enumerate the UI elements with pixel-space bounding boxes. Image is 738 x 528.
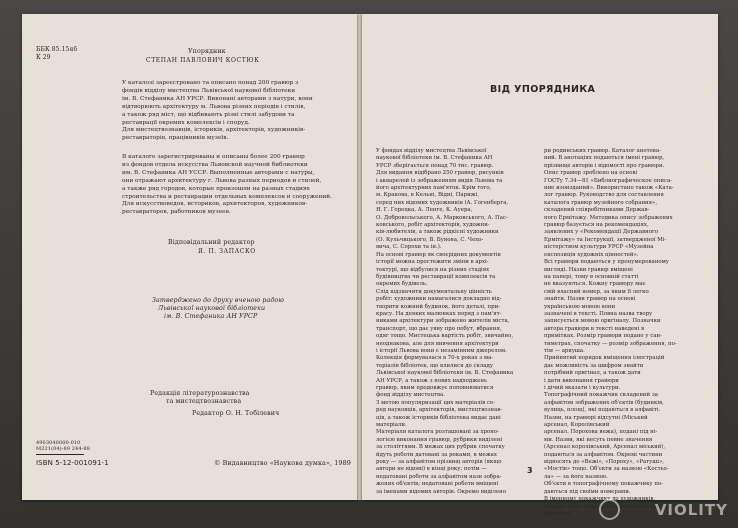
text-line: тектурі, що відбулися на різних стадіях	[376, 266, 490, 273]
text-line: матеріали.	[376, 422, 407, 429]
text-line: АН УРСР, а також з нових надходжень	[376, 377, 487, 384]
text-line: Для видання відібрано 250 гравюр, рисунків	[376, 170, 504, 177]
text-column-left	[376, 148, 536, 496]
text-line: О. Добровольського, А. Марковського, А. Пас-	[376, 214, 508, 221]
publisher-code: М221(04)-89 244-88	[36, 446, 90, 452]
text-line: (Арсенал королівський, Арсенал міський),	[544, 444, 666, 451]
text-line: примітках. Розмір гравюри подано у сан-	[544, 333, 662, 340]
edition-office-line: та мистецтвознавства	[166, 398, 242, 405]
annotation-line: відтворюють архітектуру м. Львова різних періодів і стилів,	[122, 103, 306, 110]
text-line: арсенал, Королівський	[544, 422, 610, 429]
text-line: теріалів бібліотек, що влилися до складу	[376, 362, 494, 369]
text-line: жених об'єктів; недатовані роботи вміщені	[376, 481, 499, 488]
text-line: вулиць, площ), які подаються в алфавіті.	[544, 407, 661, 414]
text-line: Я. Г. Горецка, А. Ленге, К. Ауера,	[376, 207, 473, 214]
text-line: і історії Львова вони є незамінним джерелом.	[376, 347, 507, 354]
text-line: Слід відзначити документальну цінність	[376, 288, 492, 295]
annotation-line: фондів відділу мистецтва Львівської наукової бібліотеки	[122, 87, 296, 94]
text-line: Ермітажу» та Інструкції, затвердженої Мі-	[544, 236, 667, 243]
text-line: історії можна простежити зміни в архі-	[376, 259, 489, 266]
text-line: (О. Кульчицького, В. Бунова, С. Чехо-	[376, 236, 484, 243]
text-line: красу. На деяких малюнках поряд з пам'ят-	[376, 310, 502, 317]
annotation-line: а также ряд городов, которые произошли на разных стадиях	[122, 185, 310, 192]
text-line: дає можливість за шифром знайти	[544, 362, 644, 369]
text-line: ри родинських гравюр. Каталог анотова-	[544, 148, 661, 154]
text-line: У фондах відділу мистецтва Львівської	[376, 148, 487, 154]
text-line: знайти. Назви гравюр на основі	[544, 296, 636, 303]
watermark-icon	[599, 499, 620, 520]
editor2: Редактор О. Н. Тобілевич	[192, 410, 280, 417]
text-line: і дати виконання гравюри	[544, 377, 619, 384]
text-line: тім — аркуша.	[544, 347, 585, 354]
text-line: подаються за алфавітом. Окремі частини	[544, 451, 663, 458]
text-line: логією виконання гравюр, рубрики виділені	[376, 436, 503, 443]
page-number: 3	[527, 466, 533, 475]
text-line: ний. В анотаціях подаються імені гравюр,	[544, 155, 665, 162]
text-line: неоднакова, але для вивчення архітектури	[376, 340, 499, 347]
text-line: експозиція художніх цінностей».	[544, 251, 639, 258]
text-line: Прийнятий порядок вміщення ілюстрацій	[544, 355, 665, 362]
annotation-line: строительства и реставрации отдельных комплексов и сооружений.	[122, 193, 332, 200]
text-line: прізвище авторів і відомості про гравюри.	[544, 162, 665, 169]
text-line: на папері, тому в основній статті	[544, 273, 639, 280]
text-line: будівництва чи реставрації комплексів та	[376, 273, 496, 280]
text-line: Всі гравюри подаються у пронумерованому	[544, 259, 669, 266]
publisher-code: 4903040000-010	[36, 440, 81, 446]
text-line: за іменами відомих авторів. Окремо виділено	[376, 488, 506, 495]
annotation-line: ім. В. Стефаника АН УРСР. Виконані авторами з натури, вони	[122, 95, 313, 102]
text-line: недатовані роботи за алфавітом назв зобра-	[376, 473, 502, 480]
compiler-name: СТЕПАН ПАВЛОВИЧ КОСТЮК	[146, 57, 260, 64]
editor-name: Я. П. ЗАПАСКО	[198, 248, 256, 255]
text-line: гравців, яких подається коротка біографічна	[544, 503, 673, 510]
text-line: року — за алфавітом прізвищ авторів (якщо	[376, 459, 502, 466]
text-line: На основі гравюр як своєрідних документів	[376, 251, 501, 258]
text-line: арсенал. Порохова вежа), подані під ні-	[544, 429, 658, 436]
text-line: і акварелей із зображенням видів Львова та	[376, 177, 503, 184]
text-line: ми. Назви, які несуть певне значення	[544, 436, 653, 443]
editor-label: Відповідальний редактор	[168, 239, 255, 246]
annotation-russian	[122, 154, 334, 217]
text-line: автора гравюри в тексті наведені в	[544, 325, 645, 332]
text-line: ного Ермітажу. Методика опису зображених	[544, 214, 673, 221]
text-column-right	[544, 148, 704, 518]
isbn: ISBN 5-12-001091-1	[36, 459, 109, 467]
text-line: ків-любителів, а також рідкісні художники	[376, 229, 499, 236]
text-line: Опис гравюр зроблено на основі	[544, 170, 638, 177]
text-line: потрібний оригінал, а також дати	[544, 370, 641, 377]
text-line: і дічий вказати і культури.	[544, 385, 621, 391]
text-line: даються під своїми номерами.	[544, 488, 631, 495]
annotation-line: В каталоге зарегистрированы и описаны более 200 гравюр	[122, 154, 305, 160]
text-line: записується мовою оригіналу. Позначки	[544, 318, 661, 325]
annotation-line: из фондов отдела искусства Львовской научной библиотеки	[122, 161, 308, 168]
text-line: Львівської наукової бібліотеки ім. В. Стефаника	[376, 370, 514, 377]
annotation-line: реставрації окремих комплексів і споруд.	[122, 119, 250, 126]
text-line: гравюр, яким продовжує поповнюватися	[376, 385, 494, 391]
annotation-line: У каталозі зареєстровано та описано понад 200 гравюр з	[122, 80, 299, 86]
text-line: Колекція формувалася в 70-х роках з ма-	[376, 355, 494, 362]
text-line: окремих будівель.	[376, 281, 428, 288]
text-line: за століттями. В межах цих рубрик спочатку	[376, 444, 505, 451]
text-line: алфавітом зображених об'єктів (будинків,	[544, 399, 664, 406]
text-line: свій власний номер, за яким її легко	[544, 288, 649, 295]
text-line: З метою популяризації цих матеріалів се-	[376, 399, 496, 406]
bbk-code: ББК 85.15я6	[36, 46, 78, 53]
text-line: лог гравюр. Руководство для составления	[544, 192, 664, 199]
text-line: йдуть роботи датовані за роками, в межах	[376, 451, 497, 458]
annotation-line: реставраторів, працівників музеїв.	[122, 135, 229, 142]
text-line: одяг тощо. Мистецька вартість робіт, звичайно,	[376, 333, 514, 340]
text-line: автори не відомі) в кінці року; потім —	[376, 466, 487, 473]
copyright: © Видавництво «Наукова думка», 1989	[214, 459, 351, 467]
text-line: Об'єкти в топографічному покажчику по-	[544, 481, 664, 488]
text-line: українською мовою вони	[544, 303, 616, 310]
text-line: никами архітектури зображено жителів міста,	[376, 318, 510, 325]
text-line: не вказуються. Кожну гравюру має	[544, 281, 646, 288]
annotation-line: реставраторов, работников музеев.	[122, 209, 231, 216]
compiler-label: Упорядник	[188, 48, 226, 55]
text-line: Назви, на гравюрі відсутні (Міський	[544, 414, 648, 421]
annotation-line: им. В. Стефаника АН УССР. Выполненные авторами с натуры,	[122, 169, 315, 176]
text-line: серед них відомих художників (А. Гогенберга,	[376, 199, 509, 206]
text-line: ців, а також істориків бібліотека видає дані	[376, 414, 501, 421]
text-line: складений співробітниками Держав-	[544, 207, 650, 214]
edition-office-line: Редакція літературознавства	[150, 390, 250, 397]
text-line: робіт: художники намагалися докладно від-	[376, 296, 502, 303]
approval-line: Затверджено до друку вченою радою	[152, 297, 284, 304]
text-line: ковського, робіт архітекторів, художни-	[376, 222, 490, 229]
text-line: м. Кракова, в Кельні, Відні, Парижі,	[376, 192, 480, 199]
text-line: творити кожний будинок, його деталі, при-	[376, 303, 500, 310]
text-line: В іменному покажчику до художників,	[544, 496, 656, 503]
approval-line: ім. В. Стефаника АН УРСР	[164, 313, 258, 320]
watermark: VIOLITY	[654, 501, 728, 519]
annotation-line: Для искусствоведов, историков, архитекторов, художников-	[122, 201, 308, 208]
text-line: наукової бібліотеки ім. В. Стефаника АН	[376, 155, 493, 162]
text-line: ністерством культури УРСР «Музейна	[544, 244, 654, 251]
text-line: ла» — за його назвою.	[544, 473, 608, 480]
text-line: вигляді. Назви гравюр вміщені	[544, 266, 633, 273]
text-line: зазначені в тексті. Повна назва твору	[544, 310, 653, 317]
text-line: Топографічний покажчик складений за	[544, 392, 658, 399]
text-line: відомість.	[544, 510, 572, 517]
text-line: фонд відділу мистецтва.	[376, 392, 445, 399]
text-line: заявлених у «Рекомендації Державного	[544, 229, 659, 236]
text-line: відносять до «Вежі», «Пороху», «Ратуші»,	[544, 459, 665, 466]
annotation-line: а також ряд міст, що відбивають різні стилі забудови та	[122, 111, 295, 118]
annotation-line: они отражают архитектуру г. Львова разных периодов и стилей,	[122, 177, 322, 184]
text-line: «Мостів» тощо. Об'єкти за назвою «Костьо-	[544, 466, 669, 473]
text-line: Матеріали каталога розташовані за хроно-	[376, 429, 499, 436]
approval-line: Львівської наукової бібліотеки	[158, 305, 266, 312]
text-line: його архітектурних пам'яток. Крім того,	[376, 185, 492, 192]
text-line: ред науковців, архітекторів, мистецтвознав-	[376, 407, 503, 414]
text-line: ние изоизданий». Використано також «Ката-	[544, 185, 674, 192]
annotation-line: Для мистецтвознавців, істориків, архітекторів, художників-	[122, 127, 306, 134]
divider	[36, 454, 84, 455]
text-line: транспорт, що дає уяву про побут, вбрання,	[376, 325, 502, 332]
text-line: каталога гравюр музейного собрания»,	[544, 199, 658, 206]
k-code: К 29	[36, 54, 51, 61]
text-line: УРСР зберігається понад 70 тис. гравюр.	[376, 162, 494, 169]
text-line: ГОСТу 7.34—81 «Библиографическое описа-	[544, 177, 672, 184]
left-page	[22, 14, 357, 500]
annotation-ukrainian	[122, 80, 334, 143]
text-line: тиметрах, спочатку — розмір зображення, по-	[544, 340, 677, 347]
page-title: ВІД УПОРЯДНИКА	[490, 84, 596, 95]
text-line: гравюр базується на рекомендаціях,	[544, 222, 649, 229]
text-line: вича, С. Сорохи та ін.).	[376, 244, 442, 251]
